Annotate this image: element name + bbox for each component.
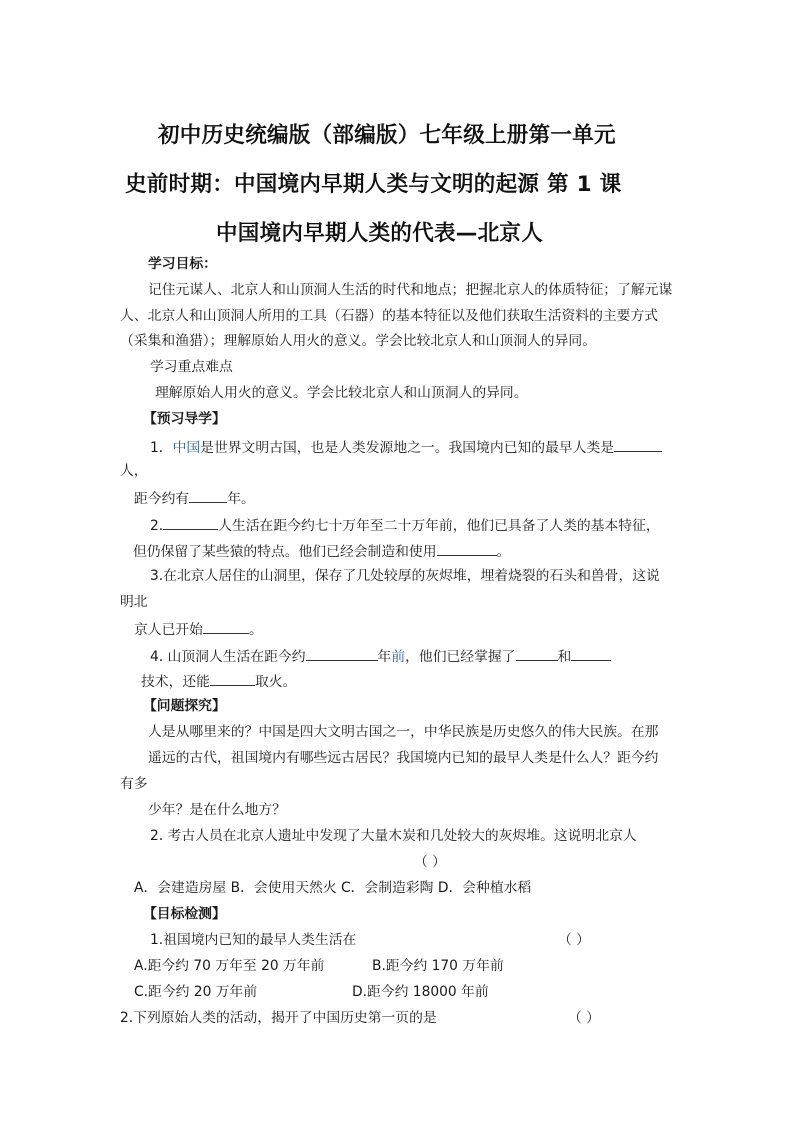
test-q1-option-b: B.距今约 170 万年前 (372, 958, 504, 974)
preview-q1-line-3 (134, 488, 255, 508)
preview-q3-text: 京人已开始 (134, 622, 203, 638)
explore-line-1: 人是从哪里来的？中国是四大文明古国之一，中华民族是历史悠久的伟大民族。在那 (148, 724, 659, 740)
test-q1-text: 1.祖国境内已知的最早人类生活在 (150, 932, 357, 948)
preview-q2-text-3: 。 (496, 544, 511, 560)
answer-blank[interactable] (210, 671, 255, 686)
explore-q2-answer-paren: （ ） (414, 854, 446, 870)
test-q1-option-a: A.距今约 70 万年至 20 万年前 (134, 958, 325, 974)
preview-q3-line-1: 3.在北京人居住的山洞里，保存了几处较厚的灰烬堆，埋着烧裂的石头和兽骨，这说 (150, 568, 660, 584)
explore-line-4: 少年？是在什么地方？ (148, 802, 286, 818)
doc-title-line-1: 初中历史统编版（部编版）七年级上册第一单元 (158, 123, 616, 148)
test-q1-option-d: D.距今约 18000 年前 (352, 984, 489, 1000)
preview-q4-text-2: 年 (377, 649, 392, 665)
test-q2-answer-paren: （ ） (568, 1010, 600, 1026)
preview-q4-text-5: 技术，还能 (141, 674, 210, 690)
test-q2-text: 2.下列原始人类的活动，揭开了中国历史第一页的是 (120, 1010, 437, 1026)
preview-q4-text-blue: 前 (391, 649, 406, 665)
explore-q2-text: 2. 考古人员在北京人遗址中发现了大量木炭和几处较大的灰烬堆。这说明北京人 (150, 828, 637, 844)
answer-blank[interactable] (614, 437, 662, 452)
preview-q2-text: 人生活在距今约七十万年至二十万年前，他们已具备了人类的基本特征， (218, 518, 660, 534)
answer-blank[interactable] (571, 646, 611, 661)
answer-blank[interactable] (437, 541, 497, 556)
preview-q3-text-2: 。 (248, 622, 263, 638)
answer-blank[interactable] (516, 646, 558, 661)
answer-blank[interactable] (189, 488, 227, 503)
answer-blank[interactable] (163, 515, 218, 530)
preview-q4-text-4: 和 (557, 649, 572, 665)
preview-q1-line-1 (150, 437, 662, 457)
doc-title-line-2: 史前时期：中国境内早期人类与文明的起源 第 1 课 (125, 172, 622, 197)
test-q1-option-c: C.距今约 20 万年前 (134, 984, 258, 1000)
test-heading: 【目标检测】 (143, 906, 226, 922)
explore-heading: 【问题探究】 (143, 698, 226, 714)
test-q1-answer-paren: （ ） (558, 932, 590, 948)
preview-q4-line-1 (150, 646, 611, 666)
preview-q3-line-3 (134, 619, 263, 639)
preview-q3-line-2: 明北 (120, 594, 148, 610)
preview-q1-text-3: 年。 (227, 491, 255, 507)
objectives-line-1: 记住元谋人、北京人和山顶洞人生活的时代和地点；把握北京人的体质特征；了解元谋 (148, 282, 673, 298)
keypoints-text: 理解原始人用火的意义。学会比较北京人和山顶洞人的异同。 (155, 385, 528, 401)
explore-line-2: 遥远的古代，祖国境内有哪些远古居民？我国境内已知的最早人类是什么人？距今约 (148, 750, 659, 766)
preview-q2-text-2: 但仍保留了某些猿的特点。他们已经会制造和使用 (133, 544, 437, 560)
preview-q2-line-2 (133, 541, 510, 561)
explore-q2-options: A．会建造房屋 B．会使用天然火 C．会制造彩陶 D．会种植水稻 (134, 880, 532, 896)
preview-q1-china: 中国 (172, 440, 201, 456)
objectives-heading: 学习目标： (148, 256, 217, 272)
doc-title-line-3: 中国境内早期人类的代表—北京人 (216, 221, 544, 246)
preview-q1-text-2: 距今约有 (134, 491, 190, 507)
objectives-line-2: 人、北京人和山顶洞人所用的工具（石器）的基本特征以及他们获取生活资料的主要方式 (120, 308, 659, 324)
answer-blank[interactable] (203, 619, 249, 634)
preview-q1-number: 1． (150, 440, 173, 456)
keypoints-heading: 学习重点难点 (150, 359, 233, 375)
preview-q1-text: 是世界文明古国，也是人类发源地之一。我国境内已知的最早人类是 (200, 440, 615, 456)
preview-q1-line-2: 人， (120, 463, 148, 479)
preview-q4-text: 4. 山顶洞人生活在距今约 (150, 649, 306, 665)
explore-line-3: 有多 (120, 776, 148, 792)
answer-blank[interactable] (306, 646, 378, 661)
preview-q4-line-2 (141, 671, 296, 691)
preview-q2-number: 2. (150, 518, 164, 534)
preview-heading: 【预习导学】 (143, 411, 226, 427)
objectives-line-3: （采集和渔猎）；理解原始人用火的意义。学会比较北京人和山顶洞人的异同。 (120, 333, 596, 349)
preview-q4-text-6: 取火。 (254, 674, 297, 690)
preview-q2-line-1 (150, 515, 660, 535)
preview-q4-text-3: ，他们已经掌握了 (405, 649, 516, 665)
